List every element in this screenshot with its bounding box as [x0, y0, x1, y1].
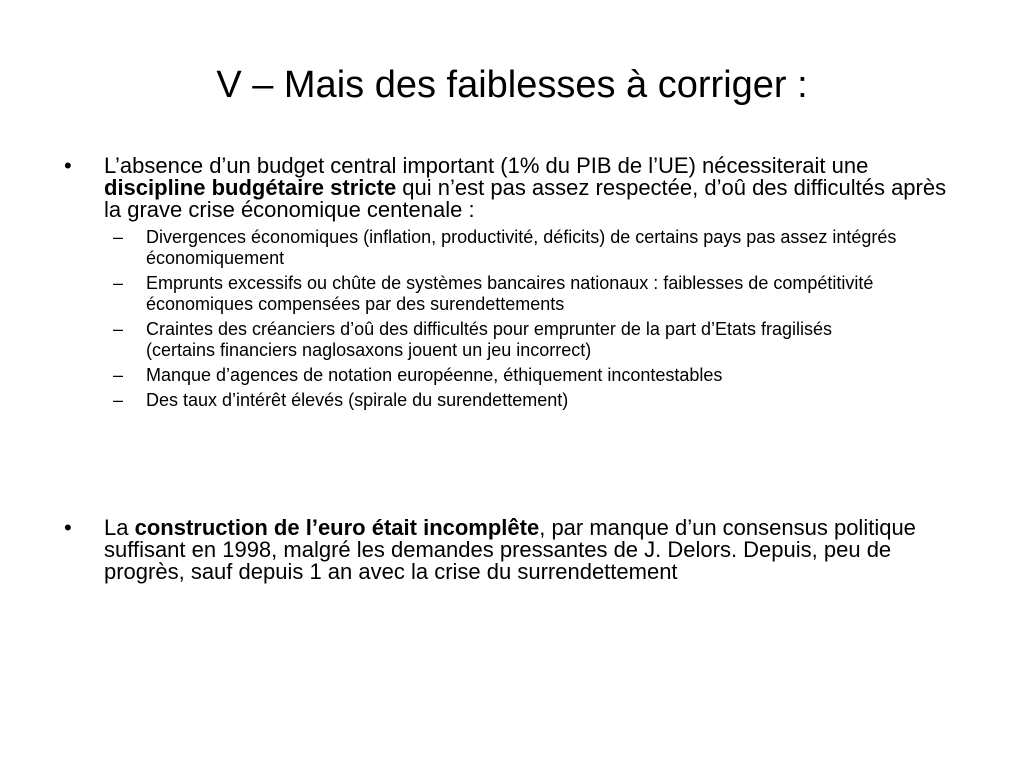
sub-marker: – — [113, 390, 124, 410]
bullet-text-after: qui n’est pas assez respectée, d’oû des difficultés après la grave crise économique centenale : — [104, 175, 947, 222]
bullet-row — [62, 155, 962, 221]
sub-marker: – — [113, 227, 124, 247]
sub-item-craintes — [113, 319, 962, 361]
slide-title: V – Mais des faiblesses à corriger : — [216, 64, 808, 106]
bullet-text-bold: discipline budgétaire stricte — [104, 175, 397, 200]
sub-item-taux — [113, 390, 962, 411]
bullet-text — [104, 517, 962, 583]
sub-text: Manque d’agences de notation européenne, éthiquement incontestables — [146, 365, 723, 385]
bullet-row — [62, 517, 962, 583]
sub-marker: – — [113, 365, 124, 385]
sub-list — [62, 227, 962, 411]
bullet-text-bold: construction de l’euro était incomplête — [134, 515, 540, 540]
bullet-text-before: L’absence d’un budget central important (1% du PIB de l’UE) nécessiterait une — [104, 153, 869, 178]
bullet-marker: • — [64, 153, 72, 178]
sub-text: Craintes des créanciers d’oû des difficultés pour emprunter de la part d’Etats fragilisés (certains financiers naglosaxons jouent un jeu incorrect) — [146, 319, 833, 360]
sub-text: Des taux d’intérêt élevés (spirale du surendettement) — [146, 390, 569, 410]
sub-marker: – — [113, 319, 124, 339]
sub-marker: – — [113, 273, 124, 293]
sub-item-agences — [113, 365, 962, 386]
bullet-marker: • — [64, 515, 72, 540]
bullet-text — [104, 155, 962, 221]
bullet-text-before: La — [104, 515, 135, 540]
sub-item-divergences — [113, 227, 962, 269]
sub-item-emprunts — [113, 273, 962, 315]
bullet-text-after: , par manque d’un consensus politique suffisant en 1998, malgré les demandes pressantes de J. Delors. Depuis, peu de progrès, sauf depuis 1 an avec la crise du surrendettement — [104, 515, 916, 584]
bullet-item-budget — [62, 155, 962, 415]
sub-text: Emprunts excessifs ou chûte de systèmes bancaires nationaux : faiblesses de compétitivité économiques compensées par des surendettements — [146, 273, 874, 314]
sub-text: Divergences économiques (inflation, productivité, déficits) de certains pays pas assez intégrés économiquement — [146, 227, 897, 268]
bullet-item-euro — [62, 517, 962, 583]
